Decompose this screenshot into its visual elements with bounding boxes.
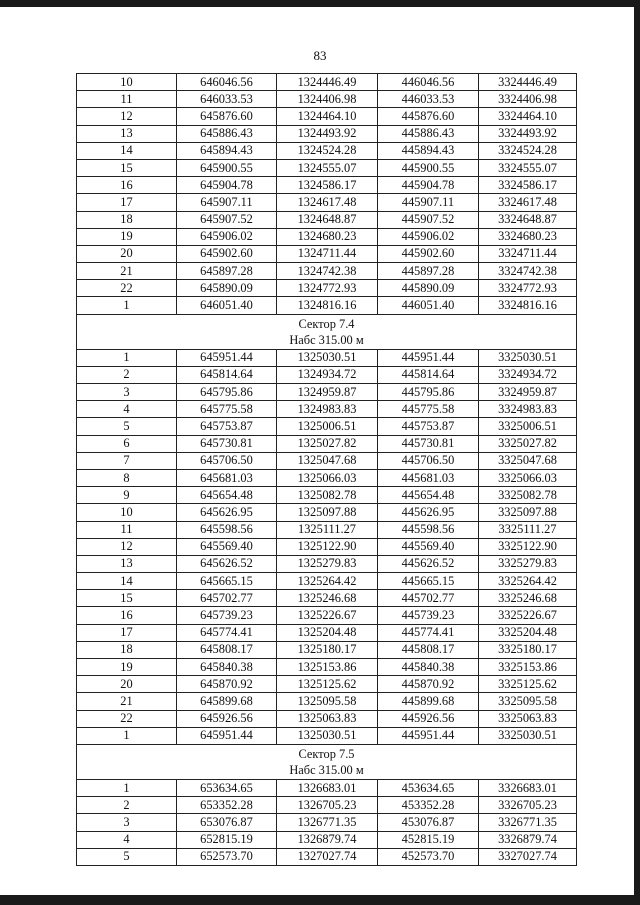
coordinate-cell: 3324680.23	[479, 228, 577, 245]
point-number-cell: 2	[77, 366, 177, 383]
table-row	[77, 245, 577, 262]
table-row	[77, 469, 577, 486]
coordinate-cell: 645900.55	[177, 159, 277, 176]
sector-header-row	[77, 314, 577, 349]
coordinate-cell: 1324983.83	[277, 401, 378, 418]
coordinate-cell: 1327027.74	[277, 848, 378, 865]
point-number-cell: 6	[77, 435, 177, 452]
point-number-cell: 21	[77, 693, 177, 710]
coordinate-cell: 445730.81	[378, 435, 479, 452]
coordinate-cell: 445665.15	[378, 573, 479, 590]
point-number-cell: 17	[77, 624, 177, 641]
coordinate-cell: 3325095.58	[479, 693, 577, 710]
coordinate-cell: 1324742.38	[277, 263, 378, 280]
coordinate-cell: 1324464.10	[277, 108, 378, 125]
table-row	[77, 693, 577, 710]
sector-title: Сектор 7.4	[298, 316, 355, 331]
point-number-cell: 20	[77, 245, 177, 262]
coordinate-cell: 646051.40	[177, 297, 277, 314]
coordinate-cell: 445808.17	[378, 641, 479, 658]
table-row	[77, 349, 577, 366]
coordinate-cell: 3324617.48	[479, 194, 577, 211]
table-row	[77, 74, 577, 91]
coordinate-cell: 3325204.48	[479, 624, 577, 641]
table-row	[77, 538, 577, 555]
coordinate-cell: 445907.11	[378, 194, 479, 211]
coordinate-cell: 646033.53	[177, 91, 277, 108]
coordinate-cell: 1326683.01	[277, 779, 378, 796]
table-row	[77, 194, 577, 211]
point-number-cell: 18	[77, 641, 177, 658]
coordinate-cell: 1324959.87	[277, 384, 378, 401]
coordinate-cell: 3325097.88	[479, 504, 577, 521]
coordinate-cell: 452815.19	[378, 831, 479, 848]
sector-header-row	[77, 744, 577, 779]
scan-edge-bottom	[0, 895, 640, 905]
point-number-cell: 4	[77, 831, 177, 848]
point-number-cell: 20	[77, 676, 177, 693]
coordinate-cell: 1325097.88	[277, 504, 378, 521]
table-row	[77, 280, 577, 297]
coordinate-cell: 645626.95	[177, 504, 277, 521]
point-number-cell: 21	[77, 263, 177, 280]
scan-edge-right	[634, 0, 640, 905]
table-row	[77, 91, 577, 108]
coordinate-cell: 1325204.48	[277, 624, 378, 641]
coordinate-cell: 445814.64	[378, 366, 479, 383]
table-row	[77, 676, 577, 693]
coordinate-cell: 3324711.44	[479, 245, 577, 262]
coordinate-cell: 445886.43	[378, 125, 479, 142]
coordinate-cell: 3324464.10	[479, 108, 577, 125]
coordinate-cell: 446033.53	[378, 91, 479, 108]
coordinate-cell: 645730.81	[177, 435, 277, 452]
table-row	[77, 487, 577, 504]
coordinate-cell: 1325027.82	[277, 435, 378, 452]
coordinate-cell: 446046.56	[378, 74, 479, 91]
coordinate-cell: 645654.48	[177, 487, 277, 504]
point-number-cell: 1	[77, 349, 177, 366]
coordinate-cell: 645902.60	[177, 245, 277, 262]
point-number-cell: 22	[77, 710, 177, 727]
table-row	[77, 641, 577, 658]
point-number-cell: 22	[77, 280, 177, 297]
coordinate-cell: 645626.52	[177, 555, 277, 572]
coordinate-cell: 445904.78	[378, 177, 479, 194]
coordinate-cell: 445598.56	[378, 521, 479, 538]
coordinate-cell: 3325030.51	[479, 727, 577, 744]
coordinate-cell: 3325082.78	[479, 487, 577, 504]
coordinate-cell: 1324446.49	[277, 74, 378, 91]
coordinate-cell: 645876.60	[177, 108, 277, 125]
table-row	[77, 779, 577, 796]
table-row	[77, 159, 577, 176]
table-row	[77, 435, 577, 452]
point-number-cell: 10	[77, 74, 177, 91]
coordinate-cell: 445654.48	[378, 487, 479, 504]
point-number-cell: 19	[77, 659, 177, 676]
point-number-cell: 10	[77, 504, 177, 521]
coordinate-cell: 3326683.01	[479, 779, 577, 796]
point-number-cell: 5	[77, 418, 177, 435]
coordinate-cell: 645598.56	[177, 521, 277, 538]
coordinate-cell: 1325030.51	[277, 349, 378, 366]
coordinate-cell: 3325153.86	[479, 659, 577, 676]
coordinate-cell: 645702.77	[177, 590, 277, 607]
coordinate-cell: 645926.56	[177, 710, 277, 727]
coordinate-cell: 645870.92	[177, 676, 277, 693]
coordinate-cell: 445569.40	[378, 538, 479, 555]
coordinate-cell: 1324711.44	[277, 245, 378, 262]
coordinate-cell: 445795.86	[378, 384, 479, 401]
coordinate-cell: 1325082.78	[277, 487, 378, 504]
table-row	[77, 607, 577, 624]
coordinate-cell: 445626.95	[378, 504, 479, 521]
coordinate-cell: 1324524.28	[277, 142, 378, 159]
coordinate-cell: 645907.52	[177, 211, 277, 228]
coordinates-table-body	[77, 74, 577, 866]
coordinate-cell: 445840.38	[378, 659, 479, 676]
point-number-cell: 1	[77, 297, 177, 314]
coordinate-cell: 3325047.68	[479, 452, 577, 469]
coordinate-cell: 645907.11	[177, 194, 277, 211]
coordinate-cell: 1325125.62	[277, 676, 378, 693]
coordinate-cell: 453352.28	[378, 797, 479, 814]
table-row	[77, 555, 577, 572]
point-number-cell: 13	[77, 125, 177, 142]
table-row	[77, 452, 577, 469]
coordinate-cell: 452573.70	[378, 848, 479, 865]
table-row	[77, 504, 577, 521]
coordinate-cell: 3325027.82	[479, 435, 577, 452]
coordinate-cell: 645951.44	[177, 727, 277, 744]
coordinate-cell: 3324959.87	[479, 384, 577, 401]
coordinate-cell: 3324446.49	[479, 74, 577, 91]
table-row	[77, 521, 577, 538]
coordinate-cell: 3324934.72	[479, 366, 577, 383]
coordinate-cell: 652573.70	[177, 848, 277, 865]
table-row	[77, 211, 577, 228]
coordinate-cell: 1325153.86	[277, 659, 378, 676]
coordinate-cell: 445702.77	[378, 590, 479, 607]
coordinate-cell: 645814.64	[177, 366, 277, 383]
coordinate-cell: 3324772.93	[479, 280, 577, 297]
coordinate-cell: 445897.28	[378, 263, 479, 280]
coordinate-cell: 645840.38	[177, 659, 277, 676]
coordinate-cell: 645886.43	[177, 125, 277, 142]
point-number-cell: 1	[77, 779, 177, 796]
coordinate-cell: 3326879.74	[479, 831, 577, 848]
point-number-cell: 14	[77, 573, 177, 590]
coordinate-cell: 3324586.17	[479, 177, 577, 194]
coordinate-cell: 445626.52	[378, 555, 479, 572]
table-row	[77, 384, 577, 401]
coordinate-cell: 645665.15	[177, 573, 277, 590]
table-row	[77, 297, 577, 314]
coordinate-cell: 1324406.98	[277, 91, 378, 108]
coordinate-cell: 445907.52	[378, 211, 479, 228]
point-number-cell: 16	[77, 177, 177, 194]
coordinate-cell: 1325122.90	[277, 538, 378, 555]
coordinate-cell: 1325226.67	[277, 607, 378, 624]
coordinate-cell: 3325226.67	[479, 607, 577, 624]
coordinate-cell: 645899.68	[177, 693, 277, 710]
coordinate-cell: 445753.87	[378, 418, 479, 435]
table-row	[77, 108, 577, 125]
point-number-cell: 2	[77, 797, 177, 814]
coordinate-cell: 3325125.62	[479, 676, 577, 693]
coordinate-cell: 1324493.92	[277, 125, 378, 142]
coordinate-cell: 446051.40	[378, 297, 479, 314]
coordinate-cell: 445951.44	[378, 727, 479, 744]
table-row	[77, 366, 577, 383]
coordinate-cell: 3325180.17	[479, 641, 577, 658]
coordinate-cell: 445774.41	[378, 624, 479, 641]
coordinate-cell: 3325063.83	[479, 710, 577, 727]
sector-header-cell	[77, 314, 577, 349]
point-number-cell: 15	[77, 590, 177, 607]
coordinate-cell: 3324816.16	[479, 297, 577, 314]
point-number-cell: 12	[77, 538, 177, 555]
coordinate-cell: 3325006.51	[479, 418, 577, 435]
page-number: 83	[313, 48, 327, 63]
coordinate-cell: 1324586.17	[277, 177, 378, 194]
table-row	[77, 814, 577, 831]
coordinate-cell: 3325279.83	[479, 555, 577, 572]
coordinate-cell: 1325111.27	[277, 521, 378, 538]
coordinate-cell: 653352.28	[177, 797, 277, 814]
coordinate-cell: 1326771.35	[277, 814, 378, 831]
coordinate-cell: 445899.68	[378, 693, 479, 710]
point-number-cell: 18	[77, 211, 177, 228]
coordinate-cell: 1325066.03	[277, 469, 378, 486]
coordinate-cell: 1326879.74	[277, 831, 378, 848]
sector-title: Сектор 7.5	[298, 746, 355, 761]
point-number-cell: 19	[77, 228, 177, 245]
coordinate-cell: 1325180.17	[277, 641, 378, 658]
point-number-cell: 11	[77, 91, 177, 108]
coordinate-cell: 1325047.68	[277, 452, 378, 469]
coordinate-cell: 1325264.42	[277, 573, 378, 590]
coordinate-cell: 1324680.23	[277, 228, 378, 245]
point-number-cell: 9	[77, 487, 177, 504]
table-row	[77, 125, 577, 142]
table-row	[77, 848, 577, 865]
coordinate-cell: 653076.87	[177, 814, 277, 831]
point-number-cell: 11	[77, 521, 177, 538]
point-number-cell: 17	[77, 194, 177, 211]
coordinate-cell: 646046.56	[177, 74, 277, 91]
coordinate-cell: 445775.58	[378, 401, 479, 418]
table-row	[77, 573, 577, 590]
point-number-cell: 14	[77, 142, 177, 159]
point-number-cell: 5	[77, 848, 177, 865]
sector-header-cell	[77, 744, 577, 779]
coordinate-cell: 645897.28	[177, 263, 277, 280]
coordinate-cell: 1325006.51	[277, 418, 378, 435]
point-number-cell: 15	[77, 159, 177, 176]
coordinate-cell: 645753.87	[177, 418, 277, 435]
coordinate-cell: 3326771.35	[479, 814, 577, 831]
coordinate-cell: 3324983.83	[479, 401, 577, 418]
coordinate-cell: 645894.43	[177, 142, 277, 159]
point-number-cell: 4	[77, 401, 177, 418]
coordinate-cell: 645951.44	[177, 349, 277, 366]
table-row	[77, 590, 577, 607]
coordinate-cell: 445951.44	[378, 349, 479, 366]
coordinate-cell: 645774.41	[177, 624, 277, 641]
coordinate-cell: 3325066.03	[479, 469, 577, 486]
coordinate-cell: 453076.87	[378, 814, 479, 831]
coordinate-cell: 645904.78	[177, 177, 277, 194]
coordinate-cell: 1326705.23	[277, 797, 378, 814]
coordinate-cell: 453634.65	[378, 779, 479, 796]
table-row	[77, 142, 577, 159]
coordinate-cell: 1325246.68	[277, 590, 378, 607]
coordinate-cell: 445706.50	[378, 452, 479, 469]
coordinate-cell: 1324934.72	[277, 366, 378, 383]
table-row	[77, 831, 577, 848]
point-number-cell: 12	[77, 108, 177, 125]
point-number-cell: 16	[77, 607, 177, 624]
coordinate-cell: 645569.40	[177, 538, 277, 555]
coordinate-cell: 1325030.51	[277, 727, 378, 744]
coordinate-cell: 1325095.58	[277, 693, 378, 710]
coordinate-cell: 1324555.07	[277, 159, 378, 176]
sector-elevation: Набс 315.00 м	[289, 332, 364, 347]
coordinate-cell: 445739.23	[378, 607, 479, 624]
coordinate-cell: 445894.43	[378, 142, 479, 159]
coordinate-cell: 445681.03	[378, 469, 479, 486]
point-number-cell: 8	[77, 469, 177, 486]
point-number-cell: 7	[77, 452, 177, 469]
coordinate-cell: 445870.92	[378, 676, 479, 693]
coordinate-cell: 3326705.23	[479, 797, 577, 814]
coordinate-cell: 653634.65	[177, 779, 277, 796]
coordinate-cell: 3324406.98	[479, 91, 577, 108]
coordinate-cell: 652815.19	[177, 831, 277, 848]
point-number-cell: 13	[77, 555, 177, 572]
coordinate-cell: 3325246.68	[479, 590, 577, 607]
coordinate-cell: 1324648.87	[277, 211, 378, 228]
coordinate-cell: 645890.09	[177, 280, 277, 297]
coordinate-cell: 3325111.27	[479, 521, 577, 538]
coordinate-cell: 445926.56	[378, 710, 479, 727]
coordinate-cell: 445876.60	[378, 108, 479, 125]
coordinate-cell: 1324816.16	[277, 297, 378, 314]
scan-edge-top	[0, 0, 640, 7]
coordinate-cell: 3325264.42	[479, 573, 577, 590]
point-number-cell: 1	[77, 727, 177, 744]
coordinate-cell: 645775.58	[177, 401, 277, 418]
coordinate-cell: 1324617.48	[277, 194, 378, 211]
table-row	[77, 659, 577, 676]
coordinate-cell: 3325030.51	[479, 349, 577, 366]
table-row	[77, 710, 577, 727]
coordinate-cell: 645739.23	[177, 607, 277, 624]
coordinate-cell: 1325279.83	[277, 555, 378, 572]
coordinate-cell: 3324742.38	[479, 263, 577, 280]
table-row	[77, 263, 577, 280]
coordinate-cell: 445902.60	[378, 245, 479, 262]
coordinate-cell: 645706.50	[177, 452, 277, 469]
coordinate-cell: 445890.09	[378, 280, 479, 297]
table-row	[77, 727, 577, 744]
coordinate-cell: 445906.02	[378, 228, 479, 245]
coordinate-cell: 3324493.92	[479, 125, 577, 142]
table-row	[77, 177, 577, 194]
coordinate-cell: 645795.86	[177, 384, 277, 401]
sector-elevation: Набс 315.00 м	[289, 762, 364, 777]
coordinate-cell: 445900.55	[378, 159, 479, 176]
coordinate-cell: 3324648.87	[479, 211, 577, 228]
coordinate-cell: 3327027.74	[479, 848, 577, 865]
coordinates-table	[76, 73, 577, 866]
coordinate-cell: 1324772.93	[277, 280, 378, 297]
coordinate-cell: 3324555.07	[479, 159, 577, 176]
coordinate-cell: 3325122.90	[479, 538, 577, 555]
table-row	[77, 418, 577, 435]
coordinate-cell: 645681.03	[177, 469, 277, 486]
table-row	[77, 624, 577, 641]
table-row	[77, 797, 577, 814]
table-row	[77, 401, 577, 418]
coordinate-cell: 1325063.83	[277, 710, 378, 727]
point-number-cell: 3	[77, 814, 177, 831]
coordinate-cell: 645906.02	[177, 228, 277, 245]
coordinate-cell: 3324524.28	[479, 142, 577, 159]
point-number-cell: 3	[77, 384, 177, 401]
coordinate-cell: 645808.17	[177, 641, 277, 658]
table-row	[77, 228, 577, 245]
